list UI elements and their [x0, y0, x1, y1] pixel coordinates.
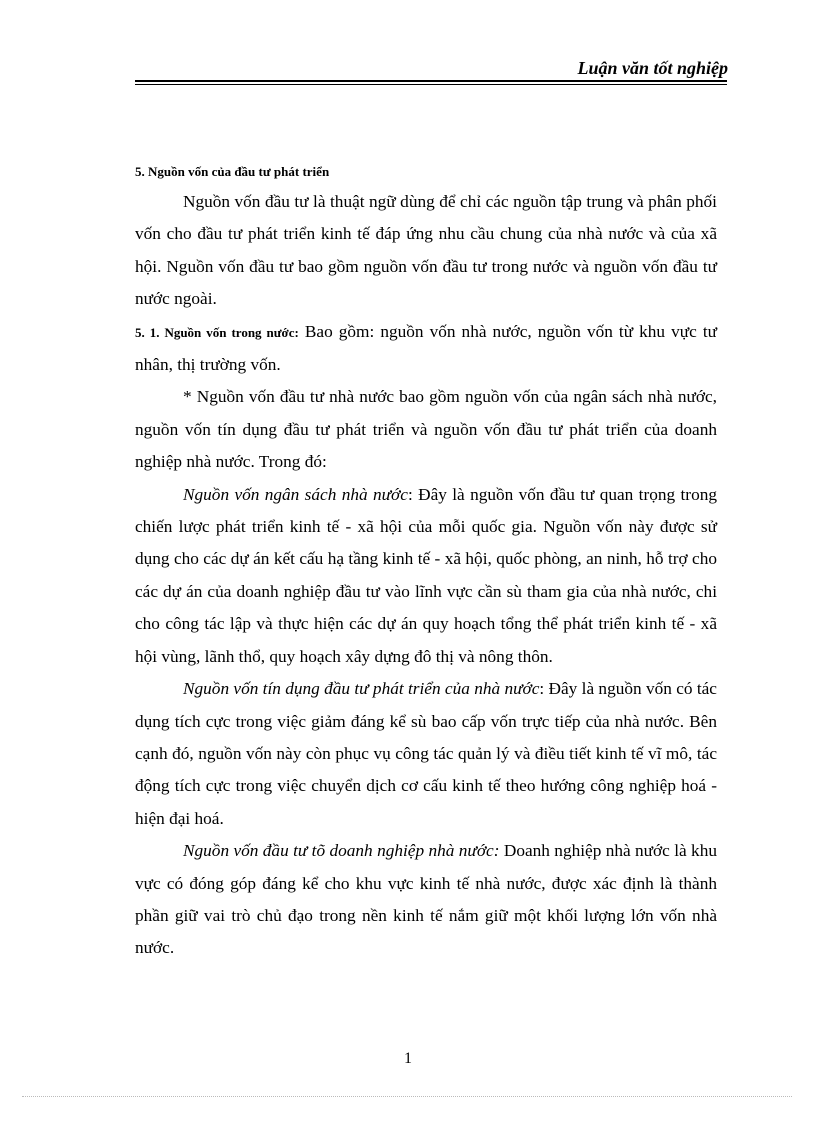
- soe-term: Nguồn vốn đầu tư tõ doanh nghiệp nhà nước:: [183, 841, 500, 861]
- header-rule-thick: [135, 80, 727, 82]
- credit-term: Nguồn vốn tín dụng đầu tư phát triển của nhà nước: [183, 679, 540, 699]
- subsection-text: Bao gồm: nguồn vốn nhà nước, nguồn vốn từ khu vực tư nhân, thị trường vốn.: [135, 321, 717, 375]
- state-capital-paragraph: * Nguồn vốn đầu tư nhà nước bao gồm nguồn vốn của ngân sách nhà nước, nguồn vốn tín dụng đầu tư phát triển và nguồn vốn đầu tư phát triển của doanh nghiệp nhà nước. Trong đó:: [135, 387, 717, 472]
- soe-paragraph: [135, 835, 717, 965]
- subsection-paragraph: [135, 316, 717, 382]
- header-rule-thin: [135, 84, 727, 85]
- subsection-heading: 5. 1. Nguồn vốn trong nước:: [135, 324, 299, 340]
- section-heading: 5. Nguồn vốn của đầu tư phát triển: [135, 164, 330, 179]
- page-number: 1: [404, 1050, 412, 1067]
- credit-text: : Đây là nguồn vốn có tác dụng tích cực trong việc giảm đáng kể sù bao cấp vốn trực tiếp của nhà nước. Bên cạnh đó, nguồn vốn này còn phục vụ công tác quản lý và điều tiết kinh tế vĩ mô, tác động tích cực trong việc chuyển dịch cơ cấu kinh tế theo hướng công nghiệp hoá - hiện đại hoá.: [135, 679, 717, 828]
- budget-text: : Đây là nguồn vốn đầu tư quan trọng trong chiến lược phát triển kinh tế - xã hội của mỗi quốc gia. Nguồn vốn này được sử dụng cho các dự án kết cấu hạ tầng kinh tế - xã hội, quốc phòng, an ninh, hỗ trợ cho các dự án của doanh nghiệp đầu tư vào lĩnh vực cần sù tham gia của nhà nước, chi cho công tác lập và thực hiện các dự án quy hoạch tổng thể phát triển kinh tế - xã hội vùng, lãnh thổ, quy hoạch xây dựng đô thị và nông thôn.: [135, 484, 717, 666]
- soe-text: Doanh nghiệp nhà nước là khu vực có đóng góp đáng kể cho khu vực kinh tế nhà nước, được xác định là thành phần giữ vai trò chủ đạo trong nền kinh tế nắm giữ một khối lượng lớn vốn nhà nước.: [135, 841, 717, 958]
- budget-term: Nguồn vốn ngân sách nhà nước: [183, 484, 408, 504]
- intro-paragraph: Nguồn vốn đầu tư là thuật ngữ dùng để chỉ các nguồn tập trung và phân phối vốn cho đầu tư phát triển kinh tế đáp ứng nhu cầu chung của nhà nước và của xã hội. Nguồn vốn đầu tư bao gồm nguồn vốn đầu tư trong nước và nguồn vốn đầu tư nước ngoài.: [135, 192, 717, 309]
- credit-paragraph: [135, 673, 717, 835]
- document-body: [135, 158, 717, 965]
- page-bottom-divider: [22, 1096, 792, 1097]
- budget-paragraph: [135, 479, 717, 673]
- running-header-title: Luận văn tốt nghiệp: [577, 58, 728, 78]
